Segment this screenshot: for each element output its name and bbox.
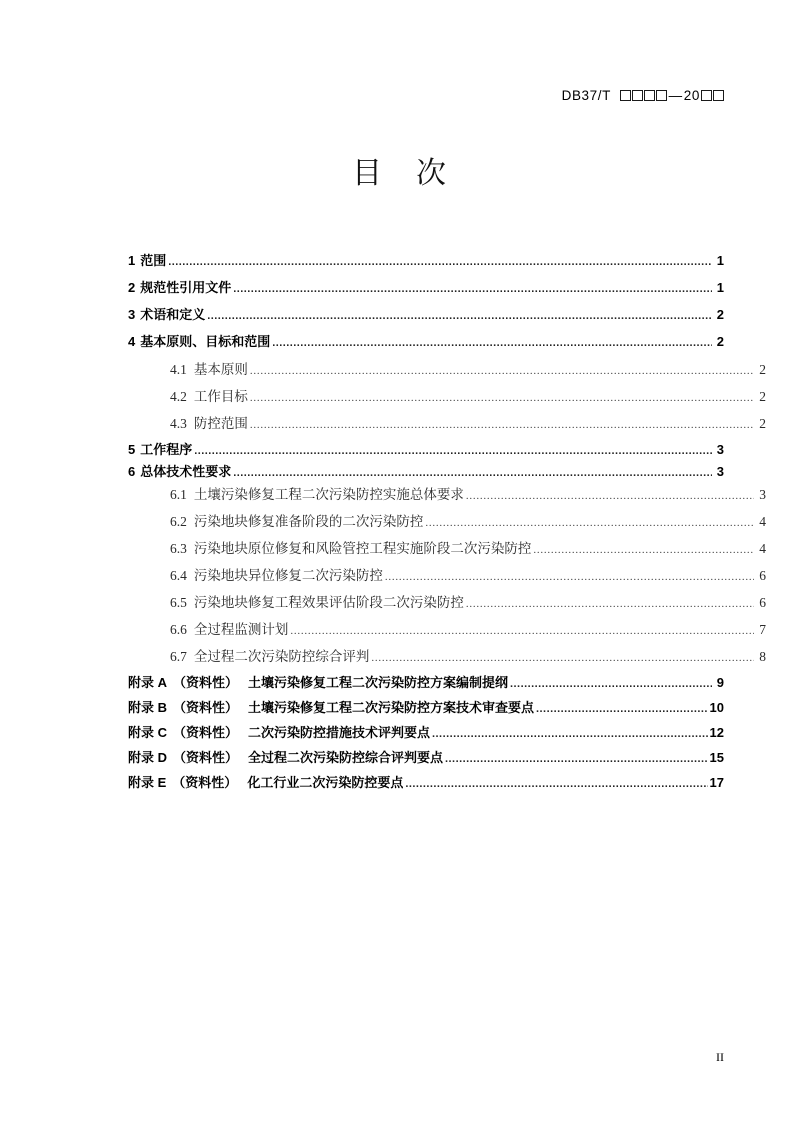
appendix-number: 附录 C	[128, 725, 168, 740]
toc-entry[interactable]	[128, 304, 724, 331]
toc-appendix-page: 9	[716, 675, 724, 690]
toc-entry-number: 2	[128, 280, 136, 295]
toc-entry-title: 污染地块异位修复二次污染防控	[193, 568, 383, 583]
table-of-contents	[128, 250, 766, 797]
toc-leader-dots	[290, 626, 754, 640]
toc-leader-dots	[445, 754, 707, 767]
toc-entry-number: 5	[128, 442, 136, 457]
toc-entry-title: 全过程二次污染防控综合评判	[193, 649, 370, 664]
appendix-title: 二次污染防控措施技术评判要点	[248, 725, 431, 740]
toc-appendix-page: 10	[709, 700, 724, 715]
toc-leader-dots	[371, 653, 754, 667]
toc-leader-dots	[510, 679, 712, 692]
toc-entry-label	[128, 331, 272, 350]
appendix-kind: （资料性）	[172, 775, 238, 790]
toc-appendix-entry[interactable]	[128, 772, 724, 797]
toc-entry-page: 3	[716, 464, 724, 479]
toc-entry-page: 3	[716, 442, 724, 457]
year-placeholders	[700, 88, 724, 103]
toc-entry[interactable]	[128, 510, 766, 537]
toc-entry[interactable]	[128, 461, 724, 483]
footer-page-number: II	[716, 1050, 724, 1064]
toc-entry-title: 污染地块修复工程效果评估阶段二次污染防控	[193, 595, 464, 610]
toc-leader-dots	[466, 599, 754, 613]
toc-entry-page: 2	[716, 334, 724, 349]
toc-entry-label	[128, 250, 168, 269]
toc-leader-dots	[533, 545, 754, 559]
toc-leader-dots	[250, 420, 754, 434]
toc-leader-dots	[272, 338, 712, 351]
toc-entry-number: 6.4	[170, 568, 187, 583]
toc-appendix-label	[128, 722, 432, 741]
toc-entry-title: 基本原则、目标和范围	[140, 334, 271, 349]
toc-leader-dots	[194, 446, 712, 459]
toc-entry-number: 6.5	[170, 595, 187, 610]
toc-entry-title: 范围	[140, 253, 167, 268]
header-dash: —	[668, 88, 683, 103]
toc-entry-label	[170, 412, 250, 432]
toc-entry-number: 6.6	[170, 622, 187, 637]
page-title	[0, 148, 800, 192]
placeholder-box-icon	[644, 90, 655, 101]
toc-entry-page: 4	[759, 541, 766, 556]
appendix-kind: （资料性）	[173, 675, 239, 690]
toc-appendix-entry[interactable]	[128, 747, 724, 772]
toc-appendix-entry[interactable]	[128, 672, 724, 697]
toc-entry-title: 工作程序	[140, 442, 193, 457]
toc-entry-title: 土壤污染修复工程二次污染防控实施总体要求	[193, 487, 464, 502]
toc-entry-title: 基本原则	[193, 362, 248, 377]
toc-leader-dots	[233, 468, 712, 481]
document-header	[0, 88, 800, 103]
toc-entry-number: 6.3	[170, 541, 187, 556]
toc-entry-page: 2	[759, 416, 766, 431]
year-prefix: 20	[683, 88, 700, 103]
toc-entry-label	[170, 591, 466, 611]
appendix-kind: （资料性）	[173, 750, 239, 765]
standard-code-prefix: DB37/T	[561, 88, 611, 103]
toc-entry-label	[170, 385, 250, 405]
toc-leader-dots	[425, 518, 754, 532]
toc-entry-page: 2	[759, 389, 766, 404]
toc-entry-page: 2	[716, 307, 724, 322]
toc-entry-number: 4	[128, 334, 136, 349]
toc-leader-dots	[432, 729, 707, 742]
toc-appendix-label	[128, 697, 536, 716]
toc-entry[interactable]	[128, 564, 766, 591]
toc-leader-dots	[405, 779, 707, 792]
toc-entry-page: 2	[759, 362, 766, 377]
toc-entry[interactable]	[128, 483, 766, 510]
toc-entry-label	[170, 537, 533, 557]
toc-leader-dots	[207, 311, 712, 324]
toc-entry-number: 4.3	[170, 416, 187, 431]
toc-entry-title: 术语和定义	[140, 307, 206, 322]
toc-entry-label	[170, 483, 466, 503]
toc-entry-label	[170, 358, 250, 378]
toc-leader-dots	[385, 572, 754, 586]
appendix-title: 土壤污染修复工程二次污染防控方案技术审查要点	[248, 700, 535, 715]
toc-entry-title: 污染地块修复准备阶段的二次污染防控	[193, 514, 424, 529]
toc-appendix-entry[interactable]	[128, 697, 724, 722]
toc-entry[interactable]	[128, 618, 766, 645]
appendix-number: 附录 B	[128, 700, 168, 715]
toc-entry-label	[170, 510, 425, 530]
appendix-number: 附录 A	[128, 675, 168, 690]
toc-entry-number: 1	[128, 253, 136, 268]
toc-leader-dots	[233, 284, 712, 297]
toc-entry-number: 6.1	[170, 487, 187, 502]
toc-appendix-page: 12	[709, 725, 724, 740]
toc-entry[interactable]	[128, 331, 724, 358]
toc-entry-label	[128, 461, 233, 480]
placeholder-box-icon	[656, 90, 667, 101]
placeholder-box-icon	[701, 90, 712, 101]
toc-entry[interactable]	[128, 591, 766, 618]
toc-entry[interactable]	[128, 537, 766, 564]
appendix-kind: （资料性）	[173, 725, 239, 740]
toc-entry-title: 工作目标	[193, 389, 248, 404]
toc-entry-title: 总体技术性要求	[140, 464, 232, 479]
page-title-char-1: 目	[352, 157, 384, 190]
toc-entry-title: 防控范围	[193, 416, 248, 431]
toc-entry-page: 4	[759, 514, 766, 529]
toc-entry[interactable]	[128, 277, 724, 304]
toc-appendix-page: 17	[709, 775, 724, 790]
toc-entry-number: 4.1	[170, 362, 187, 377]
toc-entry-page: 8	[759, 649, 766, 664]
toc-entry[interactable]	[128, 250, 724, 277]
toc-entry[interactable]	[128, 412, 766, 439]
toc-entry-label	[128, 439, 194, 458]
toc-entry[interactable]	[128, 385, 766, 412]
toc-entry-number: 4.2	[170, 389, 187, 404]
appendix-number: 附录 D	[128, 750, 168, 765]
appendix-kind: （资料性）	[173, 700, 239, 715]
toc-entry-number: 6	[128, 464, 136, 479]
toc-entry-page: 7	[759, 622, 766, 637]
toc-entry-title: 规范性引用文件	[140, 280, 232, 295]
standard-number-placeholders	[620, 88, 668, 103]
appendix-number: 附录 E	[128, 775, 167, 790]
placeholder-box-icon	[713, 90, 724, 101]
toc-entry-label	[170, 618, 290, 638]
toc-entry-number: 6.2	[170, 514, 187, 529]
placeholder-box-icon	[620, 90, 631, 101]
toc-leader-dots	[250, 366, 754, 380]
toc-leader-dots	[466, 491, 754, 505]
toc-entry-page: 1	[716, 280, 724, 295]
page-title-char-2: 次	[416, 157, 448, 190]
toc-entry[interactable]	[128, 645, 766, 672]
toc-entry[interactable]	[128, 358, 766, 385]
appendix-title: 土壤污染修复工程二次污染防控方案编制提纲	[248, 675, 509, 690]
toc-entry-title: 污染地块原位修复和风险管控工程实施阶段二次污染防控	[193, 541, 532, 556]
toc-appendix-label	[128, 672, 510, 691]
toc-entry-label	[170, 564, 385, 584]
placeholder-box-icon	[632, 90, 643, 101]
toc-appendix-label	[128, 747, 445, 766]
toc-leader-dots	[536, 704, 707, 717]
toc-appendix-label	[128, 772, 405, 791]
toc-leader-dots	[250, 393, 754, 407]
toc-entry-title: 全过程监测计划	[193, 622, 289, 637]
toc-entry[interactable]	[128, 439, 724, 461]
toc-entry-label	[170, 645, 371, 665]
toc-entry-number: 6.7	[170, 649, 187, 664]
toc-appendix-entry[interactable]	[128, 722, 724, 747]
toc-appendix-page: 15	[709, 750, 724, 765]
toc-entry-page: 6	[759, 568, 766, 583]
toc-entry-page: 6	[759, 595, 766, 610]
appendix-title: 全过程二次污染防控综合评判要点	[248, 750, 444, 765]
toc-entry-page: 1	[716, 253, 724, 268]
toc-entry-label	[128, 304, 207, 323]
toc-entry-page: 3	[759, 487, 766, 502]
toc-entry-label	[128, 277, 233, 296]
toc-entry-number: 3	[128, 307, 136, 322]
appendix-title: 化工行业二次污染防控要点	[247, 775, 404, 790]
toc-leader-dots	[168, 257, 712, 270]
